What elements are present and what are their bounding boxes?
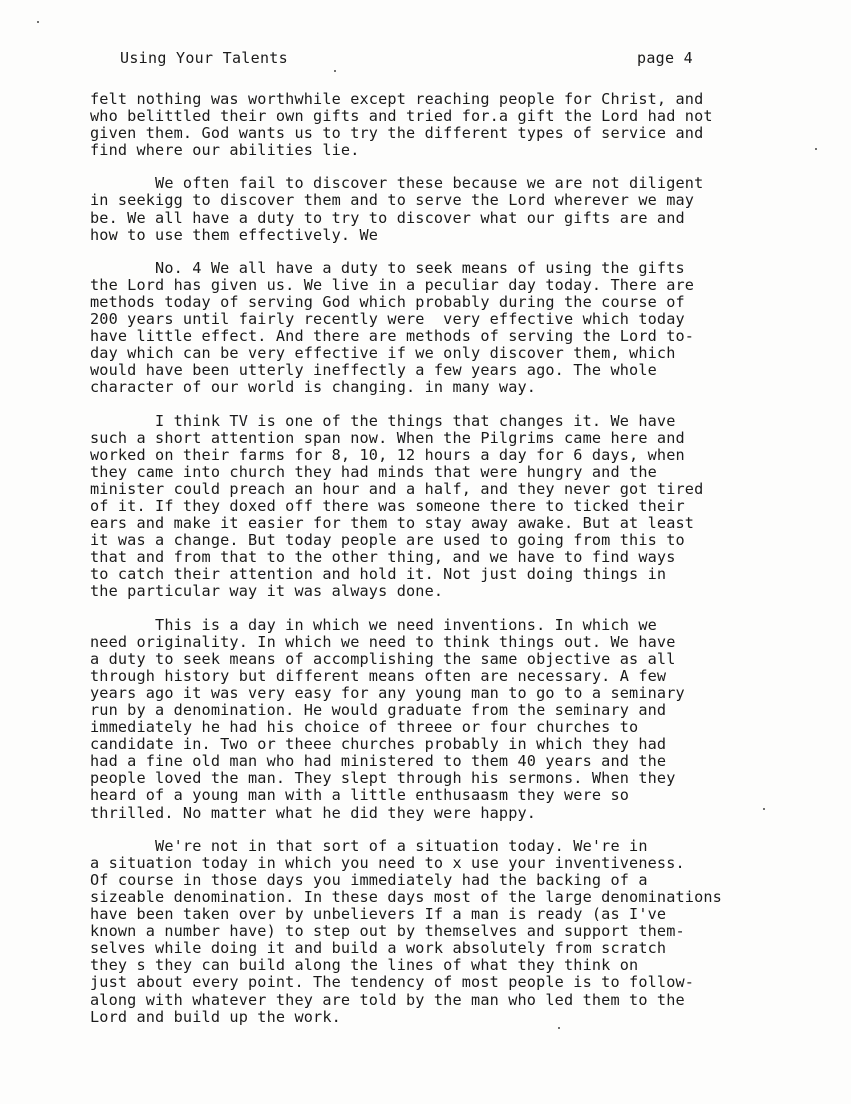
paragraph [90,260,810,397]
running-header-title: Using Your Talents [120,49,288,67]
text-line: have little effect. And there are methods of serving the Lord to- [90,327,695,346]
text-line: I think TV is one of the things that changes it. We have [90,411,676,430]
scan-speck [763,808,765,810]
text-line: find where our abilities lie. [90,141,360,160]
text-line: sizeable denomination. In these days most of the large denominations [90,887,722,906]
text-line: it was a change. But today people are used to going from this to [90,531,685,550]
text-line: to catch their attention and hold it. Not just doing things in [90,565,667,584]
scan-speck [37,21,39,23]
paragraph [90,838,810,1026]
text-line: immediately he had his choice of threee or four churches to [90,718,639,737]
text-line: run by a denomination. He would graduate from the seminary and [90,701,667,719]
text-line: they s they can build along the lines of what they think on [90,956,639,975]
text-line: minister could preach an hour and a half, and they never got tired [90,479,704,498]
text-line: felt nothing was worthwhile except reaching people for Christ, and [90,90,704,108]
paragraph [90,413,810,601]
text-line: have been taken over by unbelievers If a man is ready (as I've [90,905,667,924]
text-line: We're not in that sort of a situation today. We're in [90,836,648,855]
text-line: of it. If they doxed off there was someone there to ticked their [90,496,685,515]
text-line: given them. God wants us to try the different types of service and [90,124,704,143]
text-line: This is a day in which we need inventions. In which we [90,615,657,634]
text-line: years ago it was very easy for any young man to go to a seminary [90,683,685,702]
text-line: character of our world is changing. in many way. [90,378,537,397]
scan-speck [815,148,817,150]
text-line: a duty to seek means of accomplishing the same objective as all [90,649,676,668]
text-line: 200 years until fairly recently were very effective which today [90,310,685,329]
text-line: selves while doing it and build a work absolutely from scratch [90,939,667,958]
text-line: through history but different means often are necessary. A few [90,666,667,685]
text-line: heard of a young man with a little enthusaasm they were so [90,786,630,805]
text-line: Of course in those days you immediately had the backing of a [90,870,648,889]
text-line: day which can be very effective if we only discover them, which [90,344,676,363]
text-line: would have been utterly ineffectly a few years ago. The whole [90,361,657,380]
text-line: just about every point. The tendency of most people is to follow- [90,973,695,992]
body-text [90,91,810,1042]
text-line: thrilled. No matter what he did they were happy. [90,803,537,822]
text-line: No. 4 We all have a duty to seek means of using the gifts [90,258,685,277]
page-number: page 4 [637,49,693,67]
text-line: need originality. In which we need to think things out. We have [90,632,676,651]
text-line: had a fine old man who had ministered to them 40 years and the [90,752,667,771]
text-line: Lord and build up the work. [90,1007,341,1026]
text-line: they came into church they had minds that were hungry and the [90,462,657,481]
text-line: the particular way it was always done. [90,582,444,601]
text-line: how to use them effectively. We [90,225,379,244]
text-line: the Lord has given us. We live in a peculiar day today. There are [90,275,695,294]
text-line: candidate in. Two or theee churches probably in which they had [90,735,667,754]
text-line: people loved the man. They slept through his sermons. When they [90,769,676,788]
text-line: in seekigg to discover them and to serve the Lord wherever we may [90,191,695,210]
text-line: a situation today in which you need to x use your inventiveness. [90,853,685,872]
text-line: that and from that to the other thing, and we have to find ways [90,548,676,567]
text-line: along with whatever they are told by the man who led them to the [90,990,685,1009]
scan-speck [334,70,336,72]
text-line: We often fail to discover these because we are not diligent [90,174,704,193]
text-line: worked on their farms for 8, 10, 12 hours a day for 6 days, when [90,445,685,464]
text-line: methods today of serving God which probably during the course of [90,292,685,311]
paragraph [90,175,810,243]
text-line: known a number have) to step out by themselves and support them- [90,922,685,941]
paragraph [90,91,810,159]
text-line: such a short attention span now. When the Pilgrims came here and [90,428,685,447]
scan-speck [558,1027,560,1029]
text-line: who belittled their own gifts and tried for.a gift the Lord had not [90,107,713,126]
paragraph [90,617,810,822]
text-line: ears and make it easier for them to stay away awake. But at least [90,514,695,533]
text-line: be. We all have a duty to try to discover what our gifts are and [90,208,685,227]
